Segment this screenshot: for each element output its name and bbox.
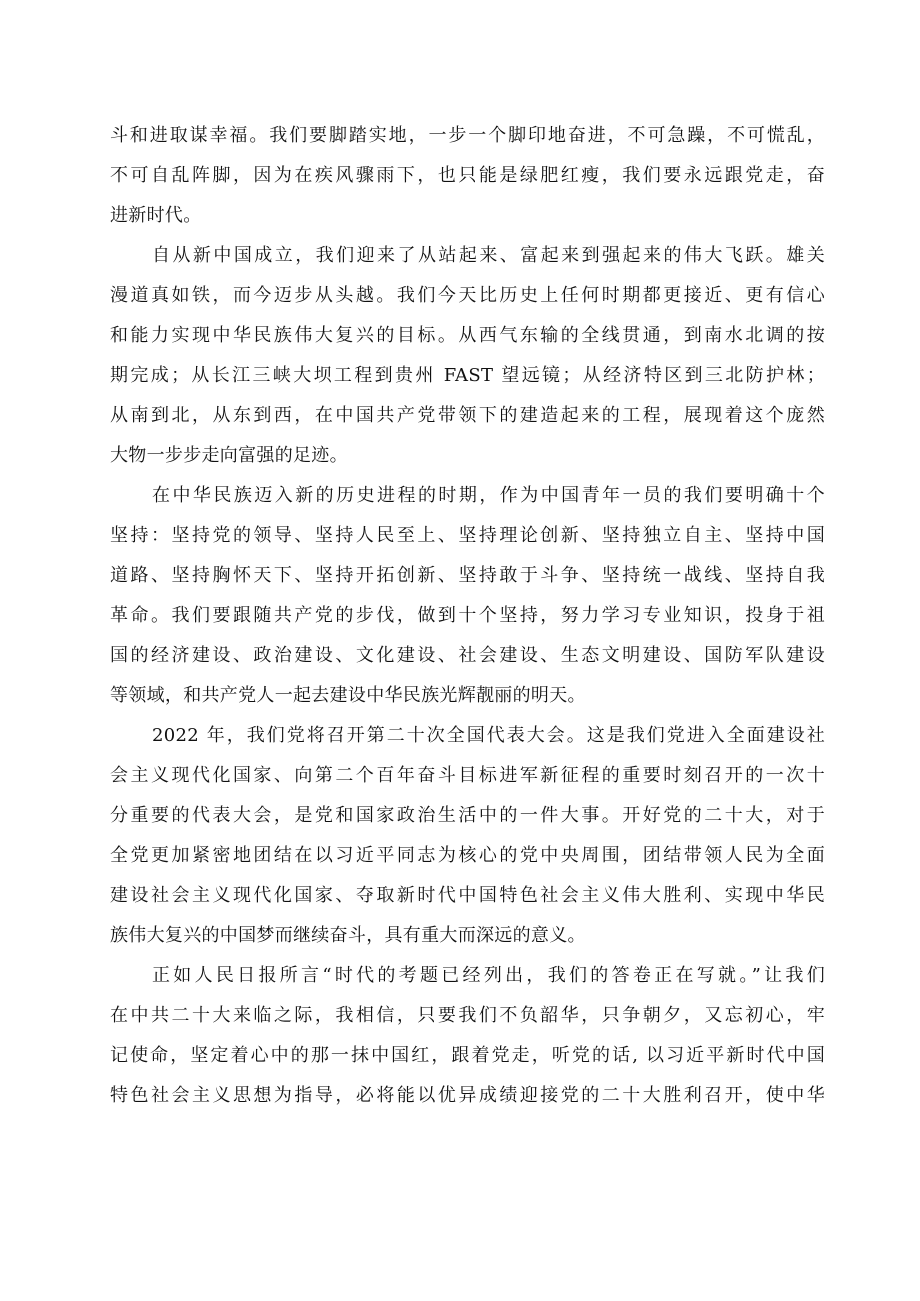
paragraph-4: [110, 716, 825, 956]
paragraph-line: 自从新中国成立，我们迎来了从站起来、富起来到强起来的伟大飞跃。雄关: [152, 245, 825, 266]
paragraph-line: 2022 年，我们党将召开第二十次全国代表大会。这是我们党进入全面建设社: [152, 725, 825, 746]
paragraph-line: 坚持：坚持党的领导、坚持人民至上、坚持理论创新、坚持独立自主、坚持中国: [110, 525, 825, 546]
paragraph-line: 正如人民日报所言“时代的考题已经列出，我们的答卷正在写就。”让我们: [152, 965, 825, 986]
paragraph-line: 国的经济建设、政治建设、文化建设、社会建设、生态文明建设、国防军队建设: [110, 645, 825, 666]
paragraph-1: [110, 116, 825, 236]
paragraph-line: 分重要的代表大会，是党和国家政治生活中的一件大事。开好党的二十大，对于: [110, 805, 825, 826]
document-body: [110, 116, 825, 1116]
paragraph-line: 期完成；从长江三峡大坝工程到贵州 FAST 望远镜；从经济特区到三北防护林；: [110, 365, 825, 386]
paragraph-line: 不可自乱阵脚，因为在疾风骤雨下，也只能是绿肥红瘦，我们要永远跟党走，奋: [110, 165, 825, 186]
paragraph-line: 等领域，和共产党人一起去建设中华民族光辉靓丽的明天。: [110, 685, 586, 706]
paragraph-line: 会主义现代化国家、向第二个百年奋斗目标进军新征程的重要时刻召开的一次十: [110, 765, 825, 786]
paragraph-line: 记使命，坚定着心中的那一抹中国红，跟着党走，听党的话, 以习近平新时代中国: [110, 1045, 825, 1066]
paragraph-line: 特色社会主义思想为指导，必将能以优异成绩迎接党的二十大胜利召开，使中华: [110, 1085, 825, 1106]
paragraph-line: 斗和进取谋幸福。我们要脚踏实地，一步一个脚印地奋进，不可急躁，不可慌乱，: [110, 125, 825, 146]
paragraph-3: [110, 476, 825, 716]
paragraph-line: 大物一步步走向富强的足迹。: [110, 445, 348, 466]
paragraph-2: [110, 236, 825, 476]
paragraph-line: 族伟大复兴的中国梦而继续奋斗，具有重大而深远的意义。: [110, 925, 586, 946]
paragraph-5: [110, 956, 825, 1116]
paragraph-line: 进新时代。: [110, 205, 202, 226]
paragraph-line: 漫道真如铁，而今迈步从头越。我们今天比历史上任何时期都更接近、更有信心: [110, 285, 825, 306]
paragraph-line: 建设社会主义现代化国家、夺取新时代中国特色社会主义伟大胜利、实现中华民: [110, 885, 825, 906]
paragraph-line: 革命。我们要跟随共产党的步伐，做到十个坚持，努力学习专业知识，投身于祖: [110, 605, 825, 626]
paragraph-line: 在中共二十大来临之际，我相信，只要我们不负韶华，只争朝夕，又忘初心，牢: [110, 1005, 825, 1026]
paragraph-line: 从南到北，从东到西，在中国共产党带领下的建造起来的工程，展现着这个庞然: [110, 405, 825, 426]
paragraph-line: 和能力实现中华民族伟大复兴的目标。从西气东输的全线贯通，到南水北调的按: [110, 325, 825, 346]
paragraph-line: 在中华民族迈入新的历史进程的时期，作为中国青年一员的我们要明确十个: [152, 485, 825, 506]
paragraph-line: 道路、坚持胸怀天下、坚持开拓创新、坚持敢于斗争、坚持统一战线、坚持自我: [110, 565, 825, 586]
paragraph-line: 全党更加紧密地团结在以习近平同志为核心的党中央周围，团结带领人民为全面: [110, 845, 825, 866]
